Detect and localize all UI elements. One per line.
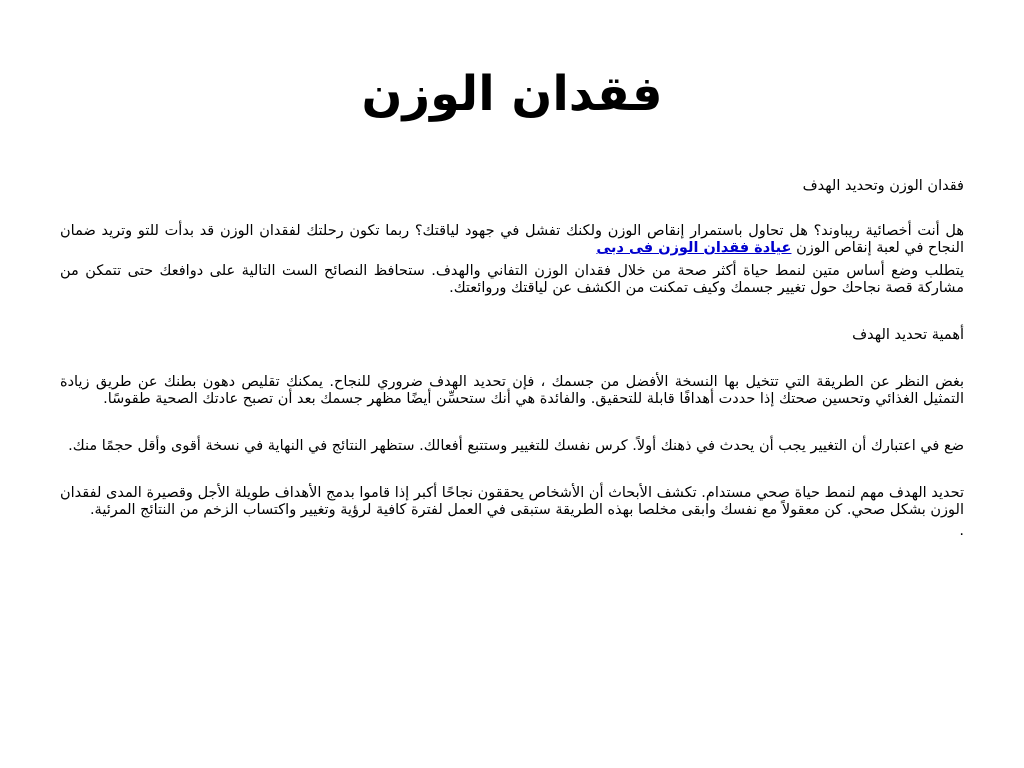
heading-weight-loss-goal: فقدان الوزن وتحديد الهدف [802,178,964,194]
heading-goal-importance: أهمية تحديد الهدف [852,327,964,343]
clinic-link[interactable]: عيادة فقدان الوزن فى دبى [596,240,792,256]
slide-title: فقدان الوزن [361,66,663,122]
intro-continued-paragraph: يتطلب وضع أساس متين لنمط حياة أكثر صحة من خلال فقدان الوزن التفاني والهدف. ستحافظ النصائح الست التالية على دوافعك حتى تتمكن من مشاركة قصة نجاحك حول تغيير جسمك وكيف تمكنت من الكشف عن لياقتك وروائعتك. [60,263,964,296]
trailing-period: . [959,523,964,539]
visualize-paragraph: ضع في اعتبارك أن التغيير يجب أن يحدث في ذهنك أولاً. كرس نفسك للتغيير وستتبع أفعالك. ستظهر النتائج في النهاية في نسخة أقوى وأقل حجمًا منك. [68,438,964,454]
importance-paragraph: بغض النظر عن الطريقة التي تتخيل بها النسخة الأفضل من جسمك ، فإن تحديد الهدف ضروري للنجاح. يمكنك تقليص دهون بطنك عن طريق زيادة التمثيل الغذائي وتحسين صحتك إذا حددت أهدافًا قابلة للتحقيق. والفائدة هي أنك ستحسِّن أيضًا مظهر جسمك بعد أن تصبح عادتك الصحية طقوسًا. [60,374,964,407]
slide-body [60,178,964,540]
intro-paragraph [60,223,964,257]
intro-text: هل أنت أخصائية ريباوند؟ هل تحاول باستمرار إنقاص الوزن ولكنك تفشل في جهود لياقتك؟ ربما تكون رحلتك لفقدان الوزن قد بدأت للتو وتريد ضمان النجاح في لعبة إنقاص الوزن [60,223,964,256]
lifestyle-paragraph: تحديد الهدف مهم لنمط حياة صحي مستدام. تكشف الأبحاث أن الأشخاص يحققون نجاحًا أكبر إذا قاموا بدمج الأهداف طويلة الأجل وقصيرة المدى لفقدان الوزن بشكل صحي. كن معقولاً مع نفسك وابقى مخلصا بهذه الطريقة ستبقى في العمل لفترة كافية لرؤية وتغيير واكتساب الزخم من النتائج المرئية. [60,485,964,518]
